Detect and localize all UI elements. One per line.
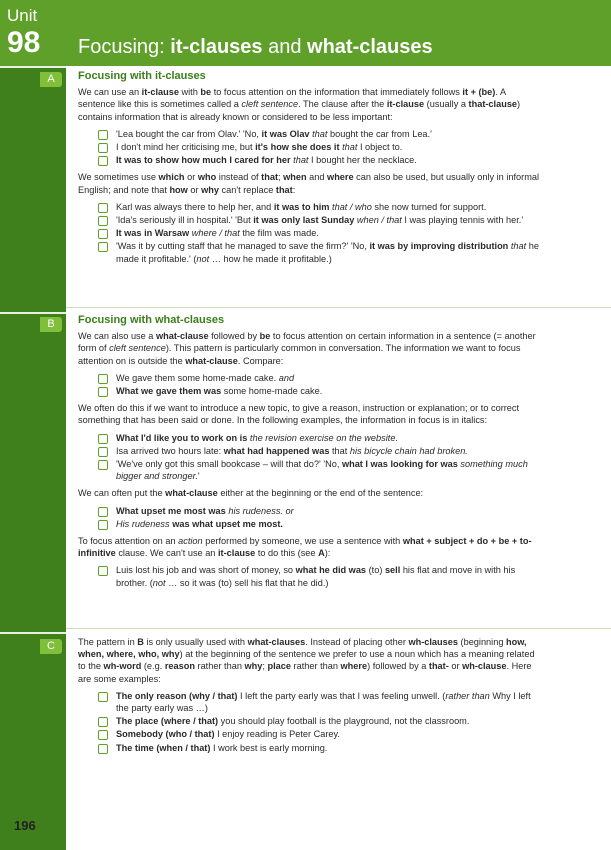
section-b-letter: B: [40, 317, 62, 332]
example-text: The time (when / that) I work best is early morning.: [116, 742, 328, 753]
example-text: What we gave them was some home-made cake.: [116, 386, 323, 397]
example-bullet-icon: [98, 447, 108, 457]
example-item: [78, 227, 540, 239]
section-b-para-3: We can often put the what-clause either at the beginning or the end of the sentence:: [78, 488, 424, 499]
example-text: 'Was it by cutting staff that he managed to save the firm?' 'No, it was by improving distribution that he made it profitable.' (not … how he made it profitable.): [116, 241, 539, 264]
example-bullet-icon: [98, 387, 108, 397]
example-text: 'We've only got this small bookcase – will that do?' 'No, what I was looking for was something much bigger and stronger.': [116, 459, 528, 482]
section-b-band: [0, 312, 66, 632]
section-b-examples-1: [78, 372, 540, 397]
example-text: What I'd like you to work on is the revision exercise on the website.: [116, 432, 399, 443]
example-item: [78, 728, 540, 740]
example-text: It was in Warsaw where / that the film was made.: [116, 228, 319, 239]
section-b-examples-3: [78, 505, 540, 530]
example-item: [78, 201, 540, 213]
example-item: [78, 458, 540, 482]
example-bullet-icon: [98, 744, 108, 754]
example-bullet-icon: [98, 520, 108, 530]
example-bullet-icon: [98, 130, 108, 140]
page-title: Focusing: it-clauses and what-clauses: [78, 36, 433, 58]
section-divider: [66, 307, 611, 308]
example-bullet-icon: [98, 156, 108, 166]
section-a-title: Focusing with it-clauses: [78, 70, 206, 82]
example-bullet-icon: [98, 143, 108, 153]
section-a-examples-2: [78, 201, 540, 265]
example-text: The place (where / that) you should play football is the playground, not the classroom.: [116, 716, 470, 727]
example-item: [78, 141, 540, 153]
example-text: 'Lea bought the car from Olav.' 'No, it was Olav that bought the car from Lea.': [116, 128, 432, 139]
example-text: What upset me most was his rudeness. or: [116, 505, 294, 516]
section-b-title: Focusing with what-clauses: [78, 314, 225, 326]
section-a-band: [0, 66, 66, 322]
example-bullet-icon: [98, 507, 108, 517]
example-bullet-icon: [98, 566, 108, 576]
section-b-para-4: To focus attention on an action performed by someone, we use a sentence with what + subject + do + be + to-infinitive clause. We can't use an it-clause to do this (see A):: [78, 536, 532, 559]
example-text: Luis lost his job and was short of money, so what he did was (to) sell his flat and move in with his brother. (not … so it was (to) sell his flat that he did.): [116, 565, 516, 588]
section-b: [78, 314, 540, 594]
example-bullet-icon: [98, 242, 108, 252]
example-item: [78, 214, 540, 226]
example-bullet-icon: [98, 692, 108, 702]
section-b-para-2: We often do this if we want to introduce a new topic, to give a reason, instruction or explanation; or to correct something that has been said or done. In the following examples, the information in focus is in italics:: [78, 403, 520, 426]
example-bullet-icon: [98, 374, 108, 384]
section-c: [78, 636, 540, 759]
example-item: [78, 240, 540, 264]
example-item: [78, 154, 540, 166]
section-a-para-1: We can use an it-clause with be to focus attention on the information that immediately follows it + (be). A sentence like this is sometimes called a cleft sentence. The clause after the it-clause (usually a that-clause) contains information that is already known or considered to be less important:: [78, 87, 521, 122]
example-item: [78, 715, 540, 727]
unit-number: 98: [7, 26, 41, 59]
section-a-letter: A: [40, 72, 62, 87]
example-text: It was to show how much I cared for her that I bought her the necklace.: [116, 155, 417, 166]
section-a-examples-1: [78, 128, 540, 167]
example-bullet-icon: [98, 434, 108, 444]
example-item: [78, 372, 540, 384]
example-item: [78, 564, 540, 588]
example-text: The only reason (why / that) I left the party early was that I was feeling unwell. (rather than Why I left the party early was …): [116, 690, 531, 714]
unit-label: Unit: [7, 6, 38, 25]
example-text: 'Ida's seriously ill in hospital.' 'But it was only last Sunday when / that I was playing tennis with her.': [116, 215, 524, 226]
section-c-para-1: The pattern in B is only usually used with what-clauses. Instead of placing other wh-clauses (beginning how, when, where, who, why) at the beginning of the sentence we prefer to use a noun which has a meaning related to the wh-word (e.g. reason rather than why; place rather than where) followed by a that- or wh-clause. Here are some examples:: [78, 637, 535, 684]
example-text: His rudeness was what upset me most.: [116, 518, 283, 529]
section-b-examples-4: [78, 564, 540, 588]
section-divider: [66, 628, 611, 629]
example-item: [78, 128, 540, 140]
example-item: [78, 432, 540, 444]
example-item: [78, 445, 540, 457]
example-bullet-icon: [98, 460, 108, 470]
example-bullet-icon: [98, 730, 108, 740]
section-b-examples-2: [78, 432, 540, 483]
example-text: Isa arrived two hours late: what had happened was that his bicycle chain had broken.: [116, 445, 468, 456]
example-bullet-icon: [98, 203, 108, 213]
example-item: [78, 518, 540, 530]
section-c-examples-1: [78, 690, 540, 754]
example-item: [78, 505, 540, 517]
example-item: [78, 690, 540, 714]
section-c-letter: C: [40, 639, 62, 654]
page-number: 196: [14, 818, 36, 833]
example-bullet-icon: [98, 229, 108, 239]
section-a-para-2: We sometimes use which or who instead of that; when and where can also be used, but usually only in informal English; and note that how or why can't replace that:: [78, 172, 539, 195]
example-text: Somebody (who / that) I enjoy reading is Peter Carey.: [116, 729, 340, 740]
example-item: [78, 742, 540, 754]
example-bullet-icon: [98, 717, 108, 727]
example-text: We gave them some home-made cake. and: [116, 372, 295, 383]
example-item: [78, 385, 540, 397]
example-text: I don't mind her criticising me, but it's how she does it that I object to.: [116, 142, 403, 153]
section-a: [78, 70, 540, 270]
section-b-para-1: We can also use a what-clause followed by be to focus attention on certain information in a sentence (= another form of cleft sentence). This pattern is particularly common in conversation. The information we want to focus attention on is outside the what-clause. Compare:: [78, 331, 536, 366]
example-text: Karl was always there to help her, and it was to him that / who she now turned for support.: [116, 201, 487, 212]
example-bullet-icon: [98, 216, 108, 226]
